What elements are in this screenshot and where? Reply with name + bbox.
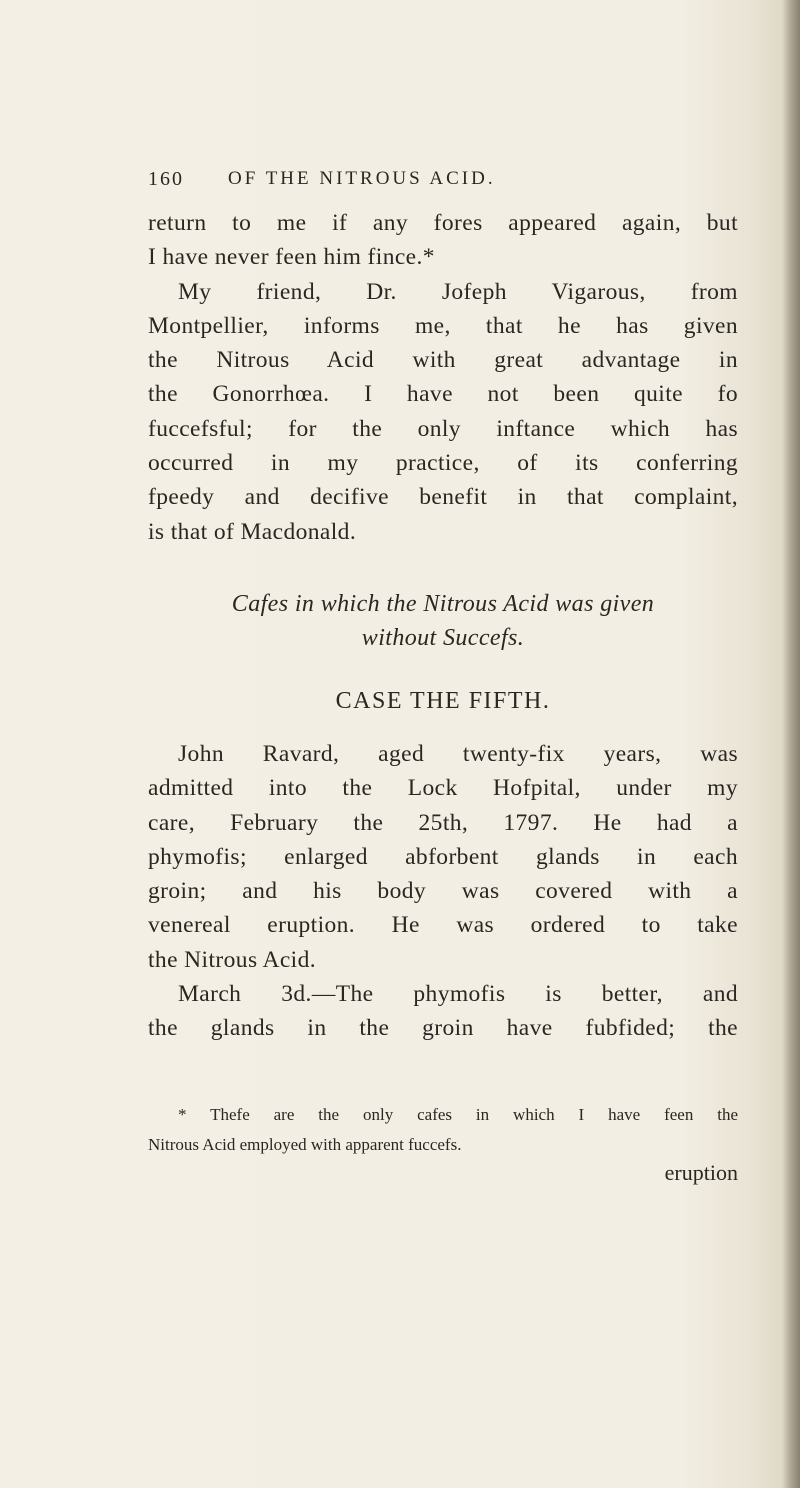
text-line: March 3d.—The phymofis is better, and (178, 981, 738, 1008)
case-heading: CASE THE FIFTH. (335, 687, 551, 714)
text-line: the Nitrous Acid with great advantage in (148, 347, 738, 374)
text-line: admitted into the Lock Hofpital, under my (148, 775, 738, 802)
text-line: phymofis; enlarged abforbent glands in each (148, 843, 738, 870)
catchword: eruption (664, 1160, 738, 1185)
text-line: groin; and his body was covered with a (148, 878, 738, 905)
section-title: without Succefs. (361, 624, 525, 651)
text-line: the Nitrous Acid. (148, 946, 317, 973)
running-title: OF THE NITROUS ACID. (228, 168, 496, 189)
text-line: the glands in the groin have fubfided; the (148, 1015, 738, 1042)
text-line: the Gonorrhœa. I have not been quite fo (148, 381, 738, 408)
text-line: John Ravard, aged twenty-fix years, was (178, 740, 738, 767)
text-line: Montpellier, informs me, that he has given (148, 312, 738, 339)
text-line: fuccefsful; for the only inftance which has (148, 415, 738, 442)
footnote-line: Nitrous Acid employed with apparent fuccefs. (148, 1135, 462, 1154)
body-text (148, 206, 738, 1046)
page-header (148, 168, 728, 200)
text-line: return to me if any fores appeared again, but (148, 210, 738, 236)
page-edge-shadow (782, 0, 800, 1488)
text-line: venereal eruption. He was ordered to take (148, 912, 738, 939)
text-line: is that of Macdonald. (148, 518, 357, 545)
text-line: occurred in my practice, of its conferring (148, 450, 738, 477)
text-line: fpeedy and decifive benefit in that complaint, (148, 484, 738, 511)
text-line: My friend, Dr. Jofeph Vigarous, from (178, 278, 738, 305)
text-line: care, February the 25th, 1797. He had a (148, 809, 738, 836)
footnote-line: * Thefe are the only cafes in which I have feen the (178, 1105, 738, 1124)
footnote (148, 1100, 738, 1160)
section-title: Cafes in which the Nitrous Acid was given (231, 590, 655, 617)
text-line: I have never feen him fince.* (148, 244, 435, 271)
page-number: 160 (148, 168, 184, 190)
